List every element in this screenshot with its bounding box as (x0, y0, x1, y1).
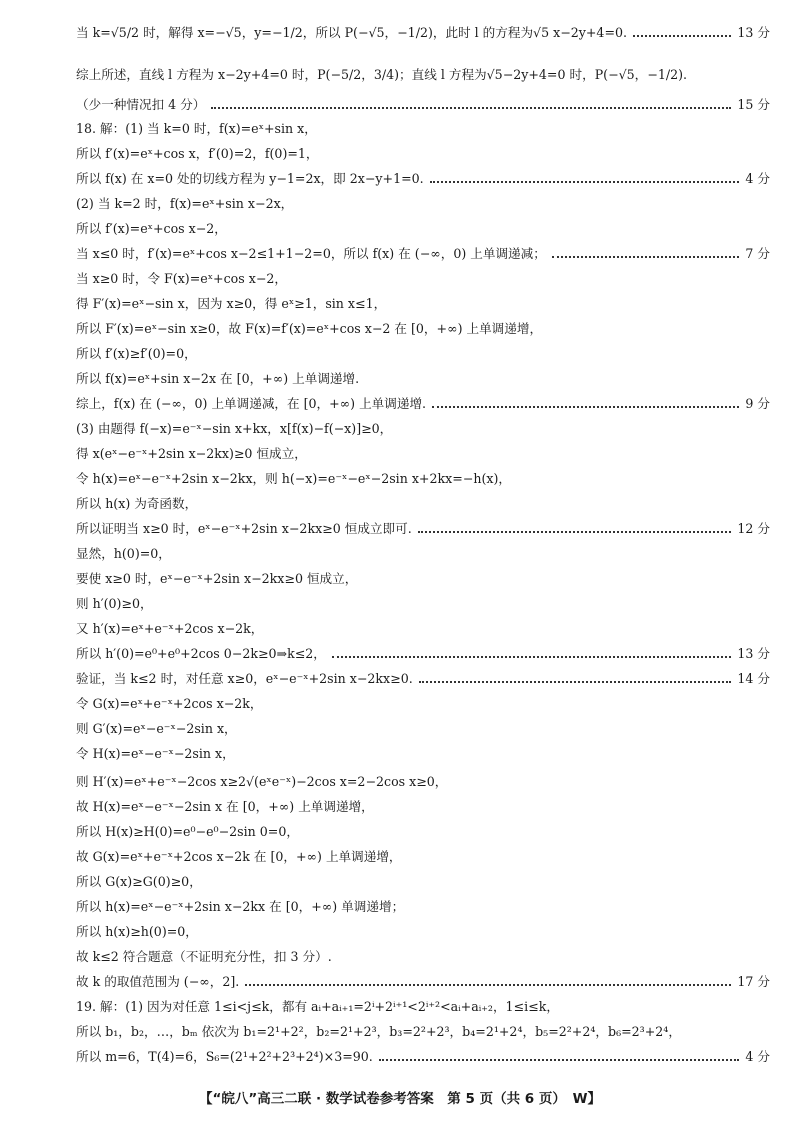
line-text: 所以 F′(x)=eˣ−sin x≥0，故 F(x)=f′(x)=eˣ+cos x−2 在 [0，+∞) 上单调递增， (76, 321, 543, 336)
solution-line (76, 318, 770, 340)
score-mark: 13 分 (737, 25, 770, 40)
solution-line (76, 568, 770, 590)
solution-line (76, 143, 770, 165)
line-text: 所以 h′(0)=e⁰+e⁰+2cos 0−2k≥0⇒k≤2， (76, 646, 326, 661)
line-text: 令 G(x)=eˣ+e⁻ˣ+2cos x−2k， (76, 696, 263, 711)
line-text: 所以 m=6，T(4)=6，S₆=(2¹+2²+2³+2⁴)×3=90. (76, 1049, 373, 1064)
solution-line (76, 618, 770, 640)
line-text: 所以 f′(x)≥f′(0)=0， (76, 346, 197, 361)
solution-line (76, 368, 770, 390)
solution-line (76, 22, 770, 44)
dot-leader (432, 405, 739, 408)
line-text: 则 H′(x)=eˣ+e⁻ˣ−2cos x≥2√(eˣe⁻ˣ)−2cos x=2−2cos x≥0， (76, 774, 448, 789)
dot-leader (430, 180, 740, 183)
solution-line (76, 493, 770, 515)
solution-line (76, 1046, 770, 1068)
solution-line (76, 443, 770, 465)
solution-line (76, 946, 770, 968)
line-text: 得 F′(x)=eˣ−sin x，因为 x≥0，得 eˣ≥1，sin x≤1， (76, 296, 387, 311)
line-text: 令 h(x)=eˣ−e⁻ˣ+2sin x−2kx，则 h(−x)=e⁻ˣ−eˣ−2sin x+2kx=−h(x)， (76, 471, 511, 486)
page-footer: 【“皖八”高三二联 · 数学试卷参考答案 第 5 页（共 6 页） W】 (199, 1091, 601, 1107)
line-text: 所以 f(x) 在 x=0 处的切线方程为 y−1=2x，即 2x−y+1=0. (76, 171, 424, 186)
line-text: 验证，当 k≤2 时，对任意 x≥0，eˣ−e⁻ˣ+2sin x−2kx≥0. (76, 671, 413, 686)
solution-line (76, 543, 770, 565)
score-mark: 15 分 (737, 97, 770, 112)
solution-line (76, 1021, 770, 1043)
score-mark: 4 分 (745, 1049, 770, 1064)
dot-leader (419, 680, 732, 683)
line-text: 所以 f′(x)=eˣ+cos x−2， (76, 221, 227, 236)
score-mark: 17 分 (737, 974, 770, 989)
line-text: 故 H(x)=eˣ−e⁻ˣ−2sin x 在 [0，+∞) 上单调递增， (76, 799, 374, 814)
solution-line (76, 796, 770, 818)
solution-line (76, 971, 770, 993)
solution-line (76, 871, 770, 893)
line-text: 得 x(eˣ−e⁻ˣ+2sin x−2kx)≥0 恒成立， (76, 446, 307, 461)
line-text: 当 x≤0 时，f′(x)=eˣ+cos x−2≤1+1−2=0，所以 f(x) 在 (−∞，0) 上单调递减； (76, 246, 546, 261)
solution-line (76, 468, 770, 490)
score-mark: 9 分 (745, 396, 770, 411)
score-mark: 7 分 (745, 246, 770, 261)
solution-line (76, 343, 770, 365)
solution-line (76, 921, 770, 943)
solution-line (76, 243, 770, 265)
line-text: 18. 解：(1) 当 k=0 时，f(x)=eˣ+sin x， (76, 121, 317, 136)
solution-line (76, 996, 770, 1018)
dot-leader (379, 1058, 740, 1061)
solution-line (76, 518, 770, 540)
line-text: 所以证明当 x≥0 时，eˣ−e⁻ˣ+2sin x−2kx≥0 恒成立即可. (76, 521, 412, 536)
line-text: 综上所述，直线 l 方程为 x−2y+4=0 时，P(−5/2，3/4)；直线 l 方程为√5−2y+4=0 时，P(−√5，−1/2). (76, 67, 687, 82)
dot-leader (245, 983, 731, 986)
score-mark: 14 分 (737, 671, 770, 686)
solution-line (76, 593, 770, 615)
solution-line (76, 846, 770, 868)
line-text: 所以 h(x)=eˣ−e⁻ˣ+2sin x−2kx 在 [0，+∞) 单调递增； (76, 899, 405, 914)
line-text: 所以 H(x)≥H(0)=e⁰−e⁰−2sin 0=0， (76, 824, 299, 839)
solution-line (76, 743, 770, 765)
solution-line (76, 693, 770, 715)
dot-leader (211, 106, 731, 109)
solution-line (76, 64, 786, 86)
solution-line (76, 821, 770, 843)
dot-leader (552, 255, 740, 258)
solution-line (76, 771, 770, 793)
score-mark: 12 分 (737, 521, 770, 536)
line-text: 19. 解：(1) 因为对任意 1≤i<j≤k，都有 aᵢ+aᵢ₊₁=2ⁱ+2ⁱ⁺¹<2ⁱ⁺²<aᵢ+aᵢ₊₂，1≤i≤k， (76, 999, 559, 1014)
line-text: 故 k 的取值范围为 (−∞，2]. (76, 974, 240, 989)
line-text: 所以 G(x)≥G(0)≥0， (76, 874, 202, 889)
solution-line (76, 643, 770, 665)
solution-line (76, 118, 770, 140)
solution-line (76, 896, 770, 918)
line-text: （少一种情况扣 4 分） (76, 97, 206, 112)
solution-line (76, 268, 770, 290)
dot-leader (418, 530, 732, 533)
line-text: 所以 b₁，b₂，…，bₘ 依次为 b₁=2¹+2²，b₂=2¹+2³，b₃=2²+2³，b₄=2¹+2⁴，b₅=2²+2⁴，b₆=2³+2⁴， (76, 1024, 681, 1039)
solution-line (76, 218, 770, 240)
dot-leader (633, 34, 731, 37)
line-text: 令 H(x)=eˣ−e⁻ˣ−2sin x， (76, 746, 235, 761)
line-text: 则 h′(0)≥0， (76, 596, 153, 611)
line-text: 所以 h(x)≥h(0)=0， (76, 924, 198, 939)
line-text: 显然，h(0)=0， (76, 546, 171, 561)
line-text: 综上，f(x) 在 (−∞，0) 上单调递减，在 [0，+∞) 上单调递增. (76, 396, 427, 411)
solution-line (76, 293, 770, 315)
line-text: 故 k≤2 符合题意（不证明充分性，扣 3 分）. (76, 949, 332, 964)
score-mark: 4 分 (745, 171, 770, 186)
score-mark: 13 分 (737, 646, 770, 661)
solution-line (76, 718, 770, 740)
line-text: (3) 由题得 f(−x)=e⁻ˣ−sin x+kx，x[f(x)−f(−x)]≥0， (76, 421, 393, 436)
line-text: 当 k=√5/2 时，解得 x=−√5，y=−1/2，所以 P(−√5，−1/2)，此时 l 的方程为√5 x−2y+4=0. (76, 25, 628, 40)
solution-line (76, 94, 770, 116)
solution-line (76, 418, 770, 440)
line-text: 所以 f′(x)=eˣ+cos x，f′(0)=2，f(0)=1， (76, 146, 319, 161)
line-text: 要使 x≥0 时，eˣ−e⁻ˣ+2sin x−2kx≥0 恒成立， (76, 571, 358, 586)
line-text: 则 G′(x)=eˣ−e⁻ˣ−2sin x， (76, 721, 237, 736)
line-text: 所以 h(x) 为奇函数， (76, 496, 198, 511)
line-text: (2) 当 k=2 时，f(x)=eˣ+sin x−2x， (76, 196, 294, 211)
line-text: 所以 f(x)=eˣ+sin x−2x 在 [0，+∞) 上单调递增. (76, 371, 360, 386)
dot-leader (332, 655, 731, 658)
solution-line (76, 668, 770, 690)
line-text: 故 G(x)=eˣ+e⁻ˣ+2cos x−2k 在 [0，+∞) 上单调递增， (76, 849, 402, 864)
line-text: 又 h′(x)=eˣ+e⁻ˣ+2cos x−2k， (76, 621, 264, 636)
solution-line (76, 393, 770, 415)
line-text: 当 x≥0 时，令 F(x)=eˣ+cos x−2， (76, 271, 287, 286)
solution-line (76, 193, 770, 215)
solution-line (76, 168, 770, 190)
